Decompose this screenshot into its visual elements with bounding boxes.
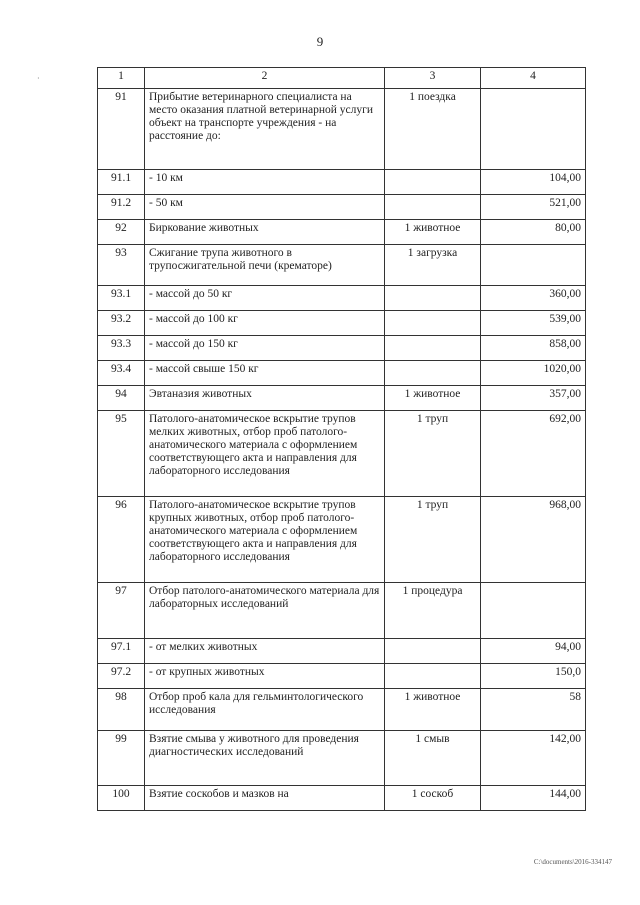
unit-cell: [385, 664, 481, 689]
price-cell: 858,00: [481, 336, 586, 361]
service-description-cell: - от крупных животных: [145, 664, 385, 689]
unit-cell: 1 животное: [385, 689, 481, 731]
table-row: [98, 731, 586, 786]
service-description-cell: Прибытие ветеринарного специалиста на место оказания платной ветеринарной услуги объект на транспорте учреждения - на расстояние до:: [145, 89, 385, 170]
row-number-cell: 93.1: [98, 286, 145, 311]
table-row: [98, 497, 586, 583]
table-row: [98, 245, 586, 286]
header-cell: 4: [481, 68, 586, 89]
header-cell: 2: [145, 68, 385, 89]
unit-cell: 1 труп: [385, 497, 481, 583]
unit-cell: 1 животное: [385, 386, 481, 411]
table-row: [98, 195, 586, 220]
table-row: [98, 639, 586, 664]
price-cell: 539,00: [481, 311, 586, 336]
page-number: 9: [316, 34, 324, 49]
table-row: [98, 336, 586, 361]
price-cell: 94,00: [481, 639, 586, 664]
table-row: [98, 220, 586, 245]
header-cell: 3: [385, 68, 481, 89]
service-description-cell: Взятие смыва у животного для проведения диагностических исследований: [145, 731, 385, 786]
table-header-row: [98, 68, 586, 89]
unit-cell: 1 животное: [385, 220, 481, 245]
row-number-cell: 91: [98, 89, 145, 170]
table-row: [98, 689, 586, 731]
row-number-cell: 98: [98, 689, 145, 731]
row-number-cell: 97: [98, 583, 145, 639]
service-description-cell: Отбор проб кала для гельминтологического исследования: [145, 689, 385, 731]
service-description-cell: Патолого-анатомическое вскрытие трупов крупных животных, отбор проб патолого-анатомического материала с оформлением соответствующего акта и направления для лабораторного исследования: [145, 497, 385, 583]
service-description-cell: - массой до 50 кг: [145, 286, 385, 311]
price-cell: 104,00: [481, 170, 586, 195]
table-row: [98, 411, 586, 497]
unit-cell: [385, 361, 481, 386]
margin-mark: ·: [37, 74, 40, 83]
price-cell: 968,00: [481, 497, 586, 583]
tariff-table: [97, 67, 586, 811]
price-cell: 521,00: [481, 195, 586, 220]
price-cell: [481, 245, 586, 286]
service-description-cell: - от мелких животных: [145, 639, 385, 664]
unit-cell: 1 труп: [385, 411, 481, 497]
price-cell: 692,00: [481, 411, 586, 497]
unit-cell: 1 поездка: [385, 89, 481, 170]
price-cell: 144,00: [481, 786, 586, 811]
table-row: [98, 786, 586, 811]
table-row: [98, 361, 586, 386]
row-number-cell: 92: [98, 220, 145, 245]
table-row: [98, 583, 586, 639]
row-number-cell: 91.2: [98, 195, 145, 220]
price-cell: 1020,00: [481, 361, 586, 386]
unit-cell: [385, 195, 481, 220]
price-cell: [481, 583, 586, 639]
service-description-cell: Эвтаназия животных: [145, 386, 385, 411]
header-cell: 1: [98, 68, 145, 89]
row-number-cell: 97.1: [98, 639, 145, 664]
table-row: [98, 170, 586, 195]
price-cell: 150,0: [481, 664, 586, 689]
row-number-cell: 91.1: [98, 170, 145, 195]
unit-cell: 1 соскоб: [385, 786, 481, 811]
price-cell: 357,00: [481, 386, 586, 411]
unit-cell: [385, 170, 481, 195]
price-cell: 80,00: [481, 220, 586, 245]
row-number-cell: 93: [98, 245, 145, 286]
price-cell: 360,00: [481, 286, 586, 311]
row-number-cell: 93.2: [98, 311, 145, 336]
service-description-cell: Сжигание трупа животного в трупосжигательной печи (крематоре): [145, 245, 385, 286]
table-row: [98, 286, 586, 311]
service-description-cell: Взятие соскобов и мазков на: [145, 786, 385, 811]
row-number-cell: 93.3: [98, 336, 145, 361]
unit-cell: 1 загрузка: [385, 245, 481, 286]
table-row: [98, 664, 586, 689]
row-number-cell: 97.2: [98, 664, 145, 689]
unit-cell: [385, 311, 481, 336]
unit-cell: [385, 639, 481, 664]
table-row: [98, 89, 586, 170]
service-description-cell: - массой до 150 кг: [145, 336, 385, 361]
service-description-cell: - массой до 100 кг: [145, 311, 385, 336]
service-description-cell: Патолого-анатомическое вскрытие трупов мелких животных, отбор проб патолого-анатомического материала с оформлением соответствующего акта и направления для лабораторного исследования: [145, 411, 385, 497]
unit-cell: [385, 336, 481, 361]
service-description-cell: Биркование животных: [145, 220, 385, 245]
row-number-cell: 94: [98, 386, 145, 411]
row-number-cell: 100: [98, 786, 145, 811]
service-description-cell: Отбор патолого-анатомического материала для лабораторных исследований: [145, 583, 385, 639]
price-cell: 58: [481, 689, 586, 731]
footer-document-code: C:\documents\2016-334147: [533, 858, 612, 866]
row-number-cell: 96: [98, 497, 145, 583]
table-row: [98, 386, 586, 411]
service-description-cell: - массой свыше 150 кг: [145, 361, 385, 386]
unit-cell: 1 процедура: [385, 583, 481, 639]
table-row: [98, 311, 586, 336]
price-cell: 142,00: [481, 731, 586, 786]
unit-cell: [385, 286, 481, 311]
row-number-cell: 93.4: [98, 361, 145, 386]
price-cell: [481, 89, 586, 170]
service-description-cell: - 10 км: [145, 170, 385, 195]
service-description-cell: - 50 км: [145, 195, 385, 220]
row-number-cell: 95: [98, 411, 145, 497]
row-number-cell: 99: [98, 731, 145, 786]
unit-cell: 1 смыв: [385, 731, 481, 786]
